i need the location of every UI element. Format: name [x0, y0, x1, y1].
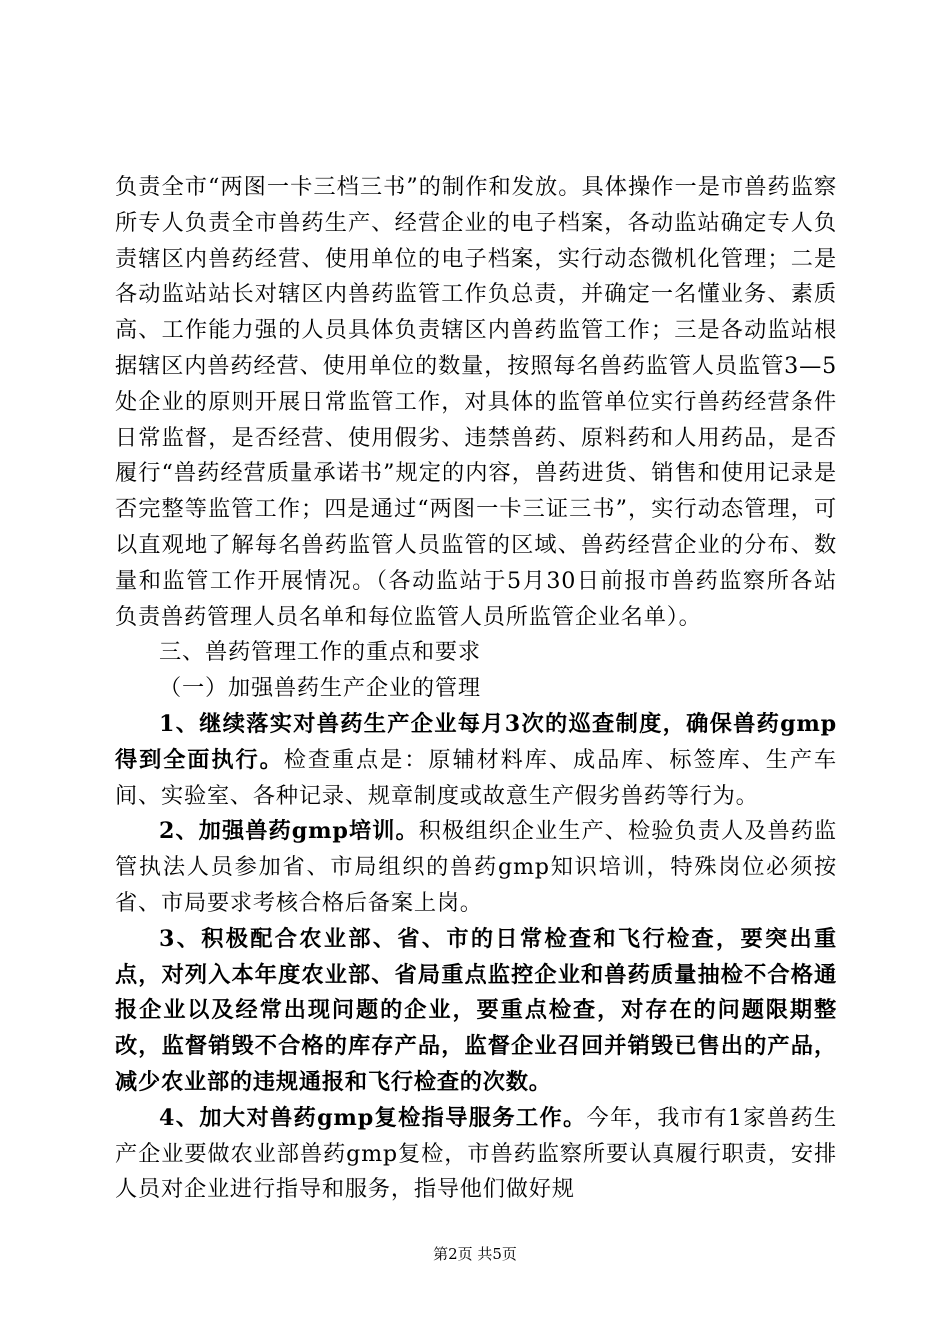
item-3-lead: 3、积极配合农业部、省、市的日常检查和飞行检查，要突出重点，对列入本年度农业部、省局重点监控企业和兽药质量抽检不合格通报企业以及经常出现问题的企业，要重点检查，对存在的问题限期整改，监督销毁不合格的库存产品，监督企业召回并销毁已售出的产品，减少农业部的违规通报和飞行检查的次数。 [115, 925, 837, 1095]
item-2-body: 积极组织企业生产、检验负责人及兽药监管执法人员参加省、市局组织的兽药gmp知识培训，特殊岗位必须按省、市局要求考核合格后备案上岗。 [115, 818, 837, 916]
list-item-2 [115, 814, 837, 921]
document-page [115, 170, 837, 1208]
item-1-body: 检查重点是：原辅材料库、成品库、标签库、生产车间、实验室、各种记录、规章制度或故意生产假劣兽药等行为。 [115, 746, 837, 809]
page-footer [0, 1244, 950, 1264]
list-item-4 [115, 1101, 837, 1208]
page-number: 第2页 共5页 [433, 1245, 517, 1263]
section-heading: 三、兽药管理工作的重点和要求 [159, 639, 481, 666]
list-item-1 [115, 707, 837, 814]
subsection-heading: （一）加强兽药生产企业的管理 [159, 675, 481, 702]
item-4-lead: 4、加大对兽药gmp复检指导服务工作。 [159, 1104, 587, 1131]
item-1-lead: 1、继续落实对兽药生产企业每月3次的巡查制度，确保兽药gmp得到全面执行。 [115, 710, 837, 773]
item-4-body: 今年，我市有1家兽药生产企业要做农业部兽药gmp复检，市兽药监察所要认真履行职责，安排人员对企业进行指导和服务，指导他们做好规 [115, 1104, 837, 1203]
item-2-lead: 2、加强兽药gmp培训。 [159, 818, 419, 845]
list-item-3 [115, 922, 837, 1101]
intro-paragraph: 负责全市“两图一卡三档三书”的制作和发放。具体操作一是市兽药监察所专人负责全市兽药生产、经营企业的电子档案，各动监站确定专人负责辖区内兽药经营、使用单位的电子档案，实行动态微机化管理；二是各动监站站长对辖区内兽药监管工作负总责，并确定一名懂业务、素质高、工作能力强的人员具体负责辖区内兽药监管工作；三是各动监站根据辖区内兽药经营、使用单位的数量，按照每名兽药监管人员监管3—5处企业的原则开展日常监管工作，对具体的监管单位实行兽药经营条件日常监督，是否经营、使用假劣、违禁兽药、原料药和人用药品，是否履行“兽药经营质量承诺书”规定的内容，兽药进货、销售和使用记录是否完整等监管工作；四是通过“两图一卡三证三书”，实行动态管理，可以直观地了解每名兽药监管人员监管的区域、兽药经营企业的分布、数量和监管工作开展情况。（各动监站于5月30日前报市兽药监察所各站负责兽药管理人员名单和每位监管人员所监管企业名单）。 [115, 174, 837, 630]
